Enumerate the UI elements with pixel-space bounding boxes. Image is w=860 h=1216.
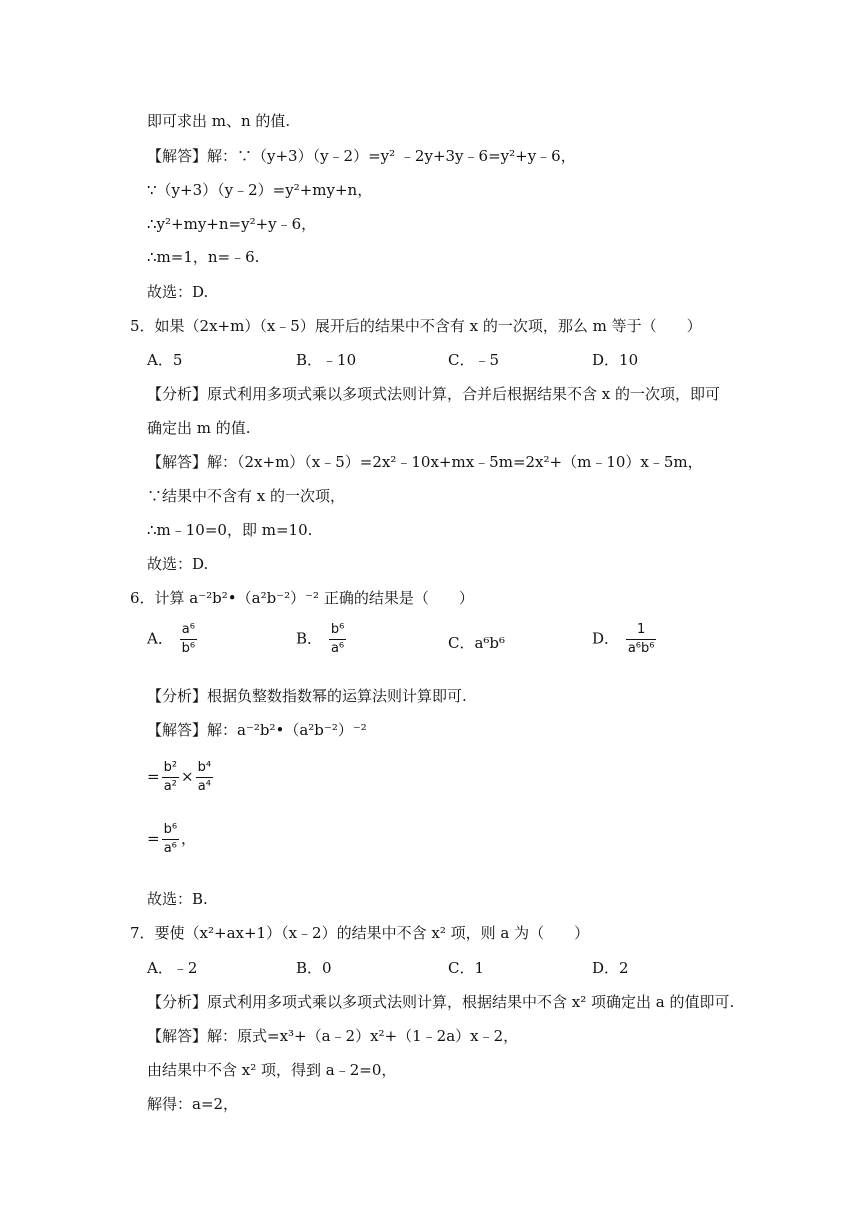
fraction-numerator: 1 — [637, 622, 646, 637]
fraction-numerator: b⁴ — [197, 760, 212, 775]
times-sign: × — [181, 767, 194, 786]
question-5: 5．如果（2x+m）（x﹣5）展开后的结果中不含有 x 的一次项，那么 m 等于（ ） — [130, 317, 702, 335]
fraction-denominator: a⁶b⁶ — [627, 641, 655, 656]
choice-line: 故选：D. — [147, 283, 209, 301]
analysis-line: 【分析】根据负整数指数幂的运算法则计算即可. — [147, 687, 467, 705]
choice-line: 故选：B. — [147, 890, 208, 908]
punctuation: ， — [181, 829, 197, 848]
question-7: 7．要使（x²+ax+1）（x﹣2）的结果中不含 x² 项，则 a 为（ ） — [130, 924, 590, 942]
option-b — [296, 622, 348, 657]
text-line: 由结果中不含 x² 项，得到 a﹣2=0， — [147, 1061, 397, 1079]
equals-sign: = — [147, 829, 160, 848]
fraction-numerator: b⁶ — [330, 622, 345, 637]
fraction-denominator: a⁴ — [196, 777, 213, 795]
question-6: 6．计算 a⁻²b²•（a²b⁻²）⁻² 正确的结果是（ ） — [130, 589, 474, 607]
equals-sign: = — [147, 767, 160, 786]
option-a — [147, 622, 199, 657]
option-c: C．1 — [448, 959, 485, 977]
option-b: B．﹣10 — [296, 351, 357, 369]
math-step — [147, 760, 215, 795]
choice-line: 故选：D. — [147, 555, 209, 573]
fraction — [162, 822, 179, 857]
fraction — [196, 760, 213, 795]
option-d-label: D． — [592, 629, 620, 648]
fraction — [626, 622, 657, 657]
fraction-numerator: b⁶ — [163, 822, 178, 837]
option-b-label: B． — [296, 629, 323, 648]
answer-line: 【解答】解：（2x+m）（x﹣5）=2x²﹣10x+mx﹣5m=2x²+（m﹣10）x﹣5m， — [147, 453, 703, 471]
option-a: A．5 — [147, 351, 183, 369]
fraction — [162, 760, 179, 795]
option-d: D．2 — [592, 959, 629, 977]
text-line: 解得：a=2， — [147, 1095, 239, 1113]
fraction-denominator: a⁶ — [329, 639, 346, 657]
text-line: 即可求出 m、n 的值. — [147, 112, 291, 130]
option-d — [592, 622, 658, 657]
option-a-label: A． — [147, 629, 173, 648]
analysis-line: 【分析】原式利用多项式乘以多项式法则计算，合并后根据结果不含 x 的一次项，即可 — [147, 385, 720, 403]
option-c: C．﹣5 — [448, 351, 500, 369]
fraction — [180, 622, 197, 657]
text-line: ∴m=1，n=﹣6. — [147, 248, 260, 266]
analysis-line: 【分析】原式利用多项式乘以多项式法则计算，根据结果中不含 x² 项确定出 a 的值即可. — [147, 993, 735, 1011]
option-b: B．0 — [296, 959, 332, 977]
math-step — [147, 822, 196, 857]
text-line: ∴y²+my+n=y²+y﹣6， — [147, 215, 317, 233]
option-d: D．10 — [592, 351, 639, 369]
fraction-denominator: a² — [162, 777, 179, 795]
fraction — [329, 622, 346, 657]
text-line: ∵（y+3）（y﹣2）=y²+my+n， — [147, 181, 373, 199]
answer-line: 【解答】解：∵（y+3）（y﹣2）=y² ﹣2y+3y﹣6=y²+y﹣6， — [147, 147, 576, 165]
analysis-line: 确定出 m 的值. — [147, 419, 251, 437]
text-line: ∵结果中不含有 x 的一次项， — [147, 487, 345, 505]
fraction-denominator: a⁶ — [162, 839, 179, 857]
answer-line: 【解答】解：原式=x³+（a﹣2）x²+（1﹣2a）x﹣2， — [147, 1027, 519, 1045]
option-c: C．a⁶b⁶ — [448, 634, 506, 652]
fraction-numerator: a⁶ — [181, 622, 195, 637]
answer-line: 【解答】解：a⁻²b²•（a²b⁻²）⁻² — [147, 721, 367, 739]
text-line: ∴m﹣10=0，即 m=10. — [147, 521, 313, 539]
fraction-numerator: b² — [163, 760, 178, 775]
question-6-options — [0, 622, 860, 662]
option-a: A．﹣2 — [147, 959, 198, 977]
fraction-denominator: b⁶ — [181, 641, 196, 656]
